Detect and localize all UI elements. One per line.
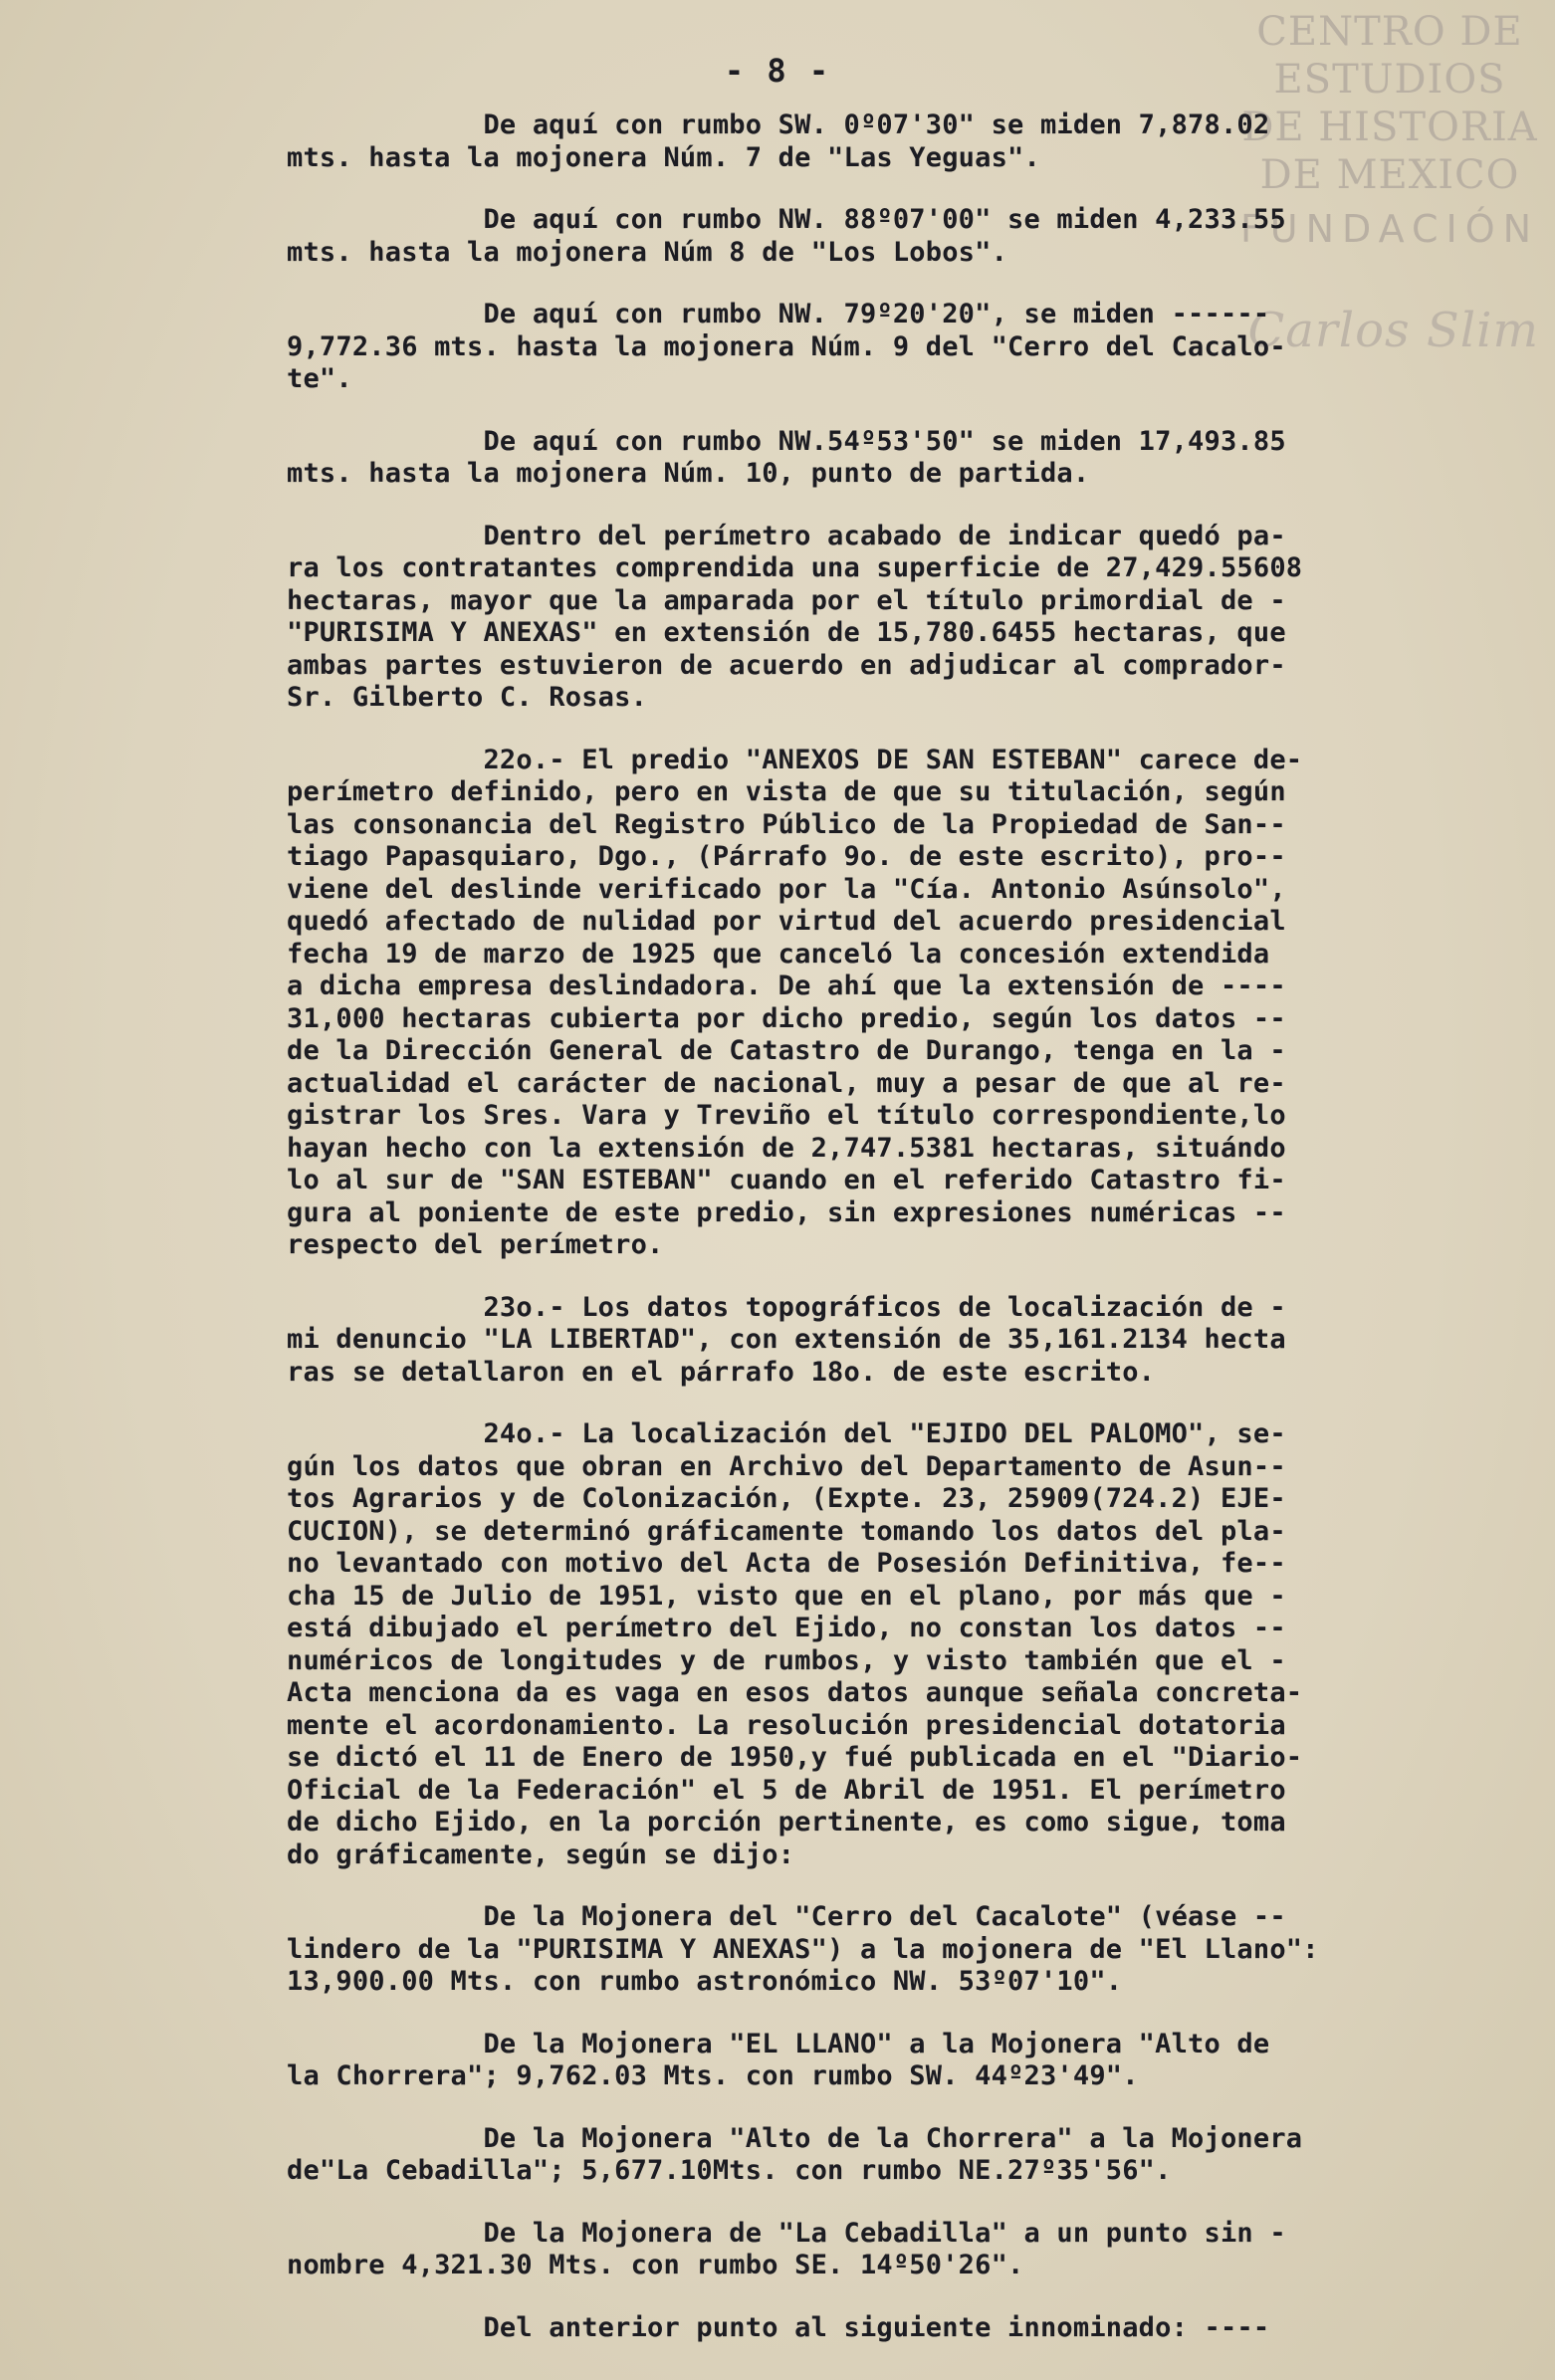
paragraph: De la Mojonera de "La Cebadilla" a un punto sin - nombre 4,321.30 Mts. con rumbo SE. 14º50'26". xyxy=(287,2217,1286,2280)
paragraph: Del anterior punto al siguiente innominado: ---- xyxy=(287,2311,1270,2343)
paragraph: De la Mojonera "Alto de la Chorrera" a la Mojonera de"La Cebadilla"; 5,677.10Mts. con rumbo NE.27º35'56". xyxy=(287,2122,1303,2186)
page-number: - 8 - xyxy=(724,52,831,90)
paragraph: De aquí con rumbo NW.54º53'50" se miden 17,493.85 mts. hasta la mojonera Núm. 10, punto de partida. xyxy=(287,425,1286,489)
paragraph: De aquí con rumbo NW. 79º20'20", se miden ------ 9,772.36 mts. hasta la mojonera Núm. 9 del "Cerro del Cacalo- te". xyxy=(287,299,1286,394)
watermark-line: DE MEXICO xyxy=(1259,152,1520,198)
paragraph: 23o.- Los datos topográficos de localización de - mi denuncio "LA LIBERTAD", con extensión de 35,161.2134 hecta ras se detallaron en el párrafo 18o. de este escrito. xyxy=(287,1291,1286,1388)
watermark-line: CENTRO DE xyxy=(1256,9,1523,55)
watermark-line: FUNDACIÓN xyxy=(1239,207,1540,251)
paragraph: 22o.- El predio "ANEXOS DE SAN ESTEBAN" carece de- perímetro definido, pero en vista de que su titulación, según las consonancia del Registro Público de la Propiedad de San-- tiago Papasquiaro, Dgo., (Párrafo 9o. de este escrito), pro-- viene del deslinde verificado por la "Cía. Antonio Asúnsolo", quedó afectado de nulidad por virtud del acuerdo presidencial fecha 19 de marzo de 1925 que canceló la concesión extendida a dicha empresa deslindadora. De ahí que la extensión de ---- 31,000 hectaras cubierta por dicho predio, según los datos -- de la Dirección General de Catastro de Durango, tenga en la - actualidad el carácter de nacional, muy a pesar de que al re- gistrar los Sres. Vara y Treviño el título correspondiente,lo hayan hecho con la extensión de 2,747.5381 hectaras, situándo lo al sur de "SAN ESTEBAN" cuando en el referido Catastro fi- gura al poniente de este predio, sin expresiones numéricas -- respecto del perímetro. xyxy=(287,744,1303,1260)
paragraph: De aquí con rumbo NW. 88º07'00" se miden 4,233.55 mts. hasta la mojonera Núm 8 de "Los Lobos". xyxy=(287,204,1286,268)
watermark-line: ESTUDIOS xyxy=(1273,57,1506,103)
paragraph: 24o.- La localización del "EJIDO DEL PALOMO", se- gún los datos que obran en Archivo del Departamento de Asun-- tos Agrarios y de Colonización, (Expte. 23, 25909(724.2) EJE- CUCION), se determinó gráficamente tomando los datos del pla- no levantado con motivo del Acta de Posesión Definitiva, fe-- cha 15 de Julio de 1951, visto que en el plano, por más que - está dibujado el perímetro del Ejido, no constan los datos -- numéricos de longitudes y de rumbos, y visto también que el - Acta menciona da es vaga en esos datos aunque señala concreta- mente el acordonamiento. La resolución presidencial dotatoria se dictó el 11 de Enero de 1950,y fué publicada en el "Diario- Oficial de la Federación" el 5 de Abril de 1951. El perímetro de dicho Ejido, en la porción pertinente, es como sigue, toma do gráficamente, según se dijo: xyxy=(287,1418,1303,1870)
paragraph: De la Mojonera "EL LLANO" a la Mojonera "Alto de la Chorrera"; 9,762.03 Mts. con rumbo SW. 44º23'49". xyxy=(287,2028,1270,2091)
watermark-line: DE HISTORIA xyxy=(1241,105,1538,150)
document-body xyxy=(287,109,1422,2374)
paragraph: De aquí con rumbo SW. 0º07'30" se miden 7,878.02 mts. hasta la mojonera Núm. 7 de "Las Yeguas". xyxy=(287,109,1270,173)
watermark-signature: Carlos Slim xyxy=(1247,303,1539,358)
paragraph: De la Mojonera del "Cerro del Cacalote" (véase -- lindero de la "PURISIMA Y ANEXAS") a la mojonera de "El Llano": 13,900.00 Mts. con rumbo astronómico NW. 53º07'10". xyxy=(287,1901,1319,1997)
paragraph: Dentro del perímetro acabado de indicar quedó pa- ra los contratantes comprendida una superficie de 27,429.55608 hectaras, mayor que la amparada por el título primordial de - "PURISIMA Y ANEXAS" en extensión de 15,780.6455 hectaras, que ambas partes estuvieron de acuerdo en adjudicar al comprador- Sr. Gilberto C. Rosas. xyxy=(287,520,1303,713)
